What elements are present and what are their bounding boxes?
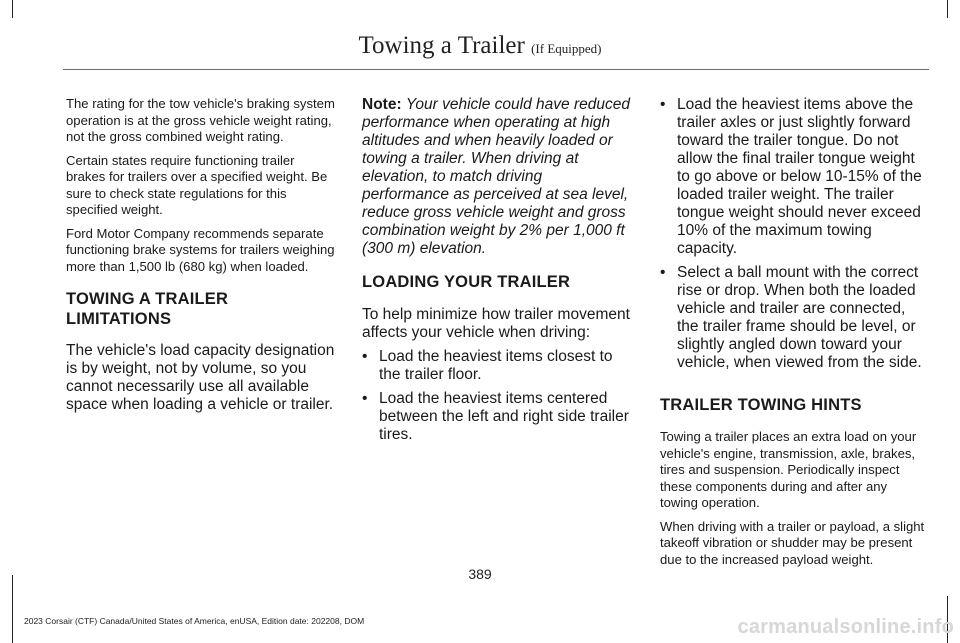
paragraph: To help minimize how trailer movement affects your vehicle when driving:	[362, 306, 630, 341]
paragraph: The rating for the tow vehicle's braking system operation is at the gross vehicle weight rating, not the gross combined weight rating.	[66, 96, 335, 144]
bullet-list	[362, 348, 632, 444]
bullet-icon: •	[362, 348, 368, 365]
list-item: • Load the heaviest items above the trailer axles or just slightly forward toward the trailer tongue. Do not allow the final trailer tongue weight to go above or below 10-15% of the loaded trailer weight. The trailer tongue weight should never exceed 10% of the maximum towing capacity.	[660, 96, 922, 257]
watermark-logo: carmanualsonline.info	[737, 616, 954, 638]
paragraph: Towing a trailer places an extra load on your vehicle's engine, transmission, axle, brakes, tires and suspension. Periodically inspect these components during and after any towing operation.	[660, 429, 917, 510]
page-title	[0, 32, 960, 60]
column-middle	[362, 96, 632, 450]
list-item: • Select a ball mount with the correct rise or drop. When both the loaded vehicle and trailer are connected, the trailer frame should be level, or slightly angled down toward your vehicle, when viewed from the side.	[660, 264, 922, 371]
crop-mark-top-right	[947, 0, 948, 18]
crop-mark-bottom-left	[12, 575, 13, 643]
paragraph: Ford Motor Company recommends separate functioning brake systems for trailers weighing more than 1,500 lb (680 kg) when loaded.	[66, 225, 335, 274]
bullet-list	[660, 96, 928, 372]
note-label: Note:	[362, 96, 402, 113]
section-heading-loading: LOADING YOUR TRAILER	[362, 273, 571, 291]
column-left	[66, 96, 336, 414]
column-right	[660, 96, 928, 575]
page-number: 389	[468, 566, 492, 582]
header-rule	[63, 69, 929, 70]
footer-edition-text: 2023 Corsair (CTF) Canada/United States of America, enUSA, Edition date: 202208, DOM	[24, 616, 365, 626]
note-paragraph	[362, 96, 632, 258]
section-heading-limitations: TOWING A TRAILER LIMITATIONS	[66, 290, 229, 328]
crop-mark-top-left	[12, 0, 13, 18]
paragraph: Certain states require functioning trailer brakes for trailers over a specified weight. Be sure to check state regulations for this specified weight.	[66, 152, 328, 217]
bullet-icon: •	[362, 390, 368, 407]
paragraph: When driving with a trailer or payload, a slight takeoff vibration or shudder may be present due to the increased payload weight.	[660, 518, 925, 567]
section-heading-hints: TRAILER TOWING HINTS	[660, 396, 862, 414]
bullet-icon: •	[660, 96, 666, 113]
note-text: Your vehicle could have reduced performance when operating at high altitudes and when heavily loaded or towing a trailer. When driving at elevation, to match driving performance as perceived at sea level, reduce gross vehicle weight and gross combination weight by 2% per 1,000 ft (300 m) elevation.	[362, 96, 630, 257]
list-item: • Load the heaviest items centered between the left and right side trailer tires.	[362, 390, 629, 443]
page-title-subtitle: (If Equipped)	[531, 41, 602, 56]
bullet-icon: •	[660, 264, 666, 281]
list-item: • Load the heaviest items closest to the trailer floor.	[362, 348, 613, 383]
paragraph: The vehicle's load capacity designation is by weight, not by volume, so you cannot necessarily use all available space when loading a vehicle or trailer.	[66, 342, 335, 413]
page-title-main: Towing a Trailer	[358, 32, 525, 59]
